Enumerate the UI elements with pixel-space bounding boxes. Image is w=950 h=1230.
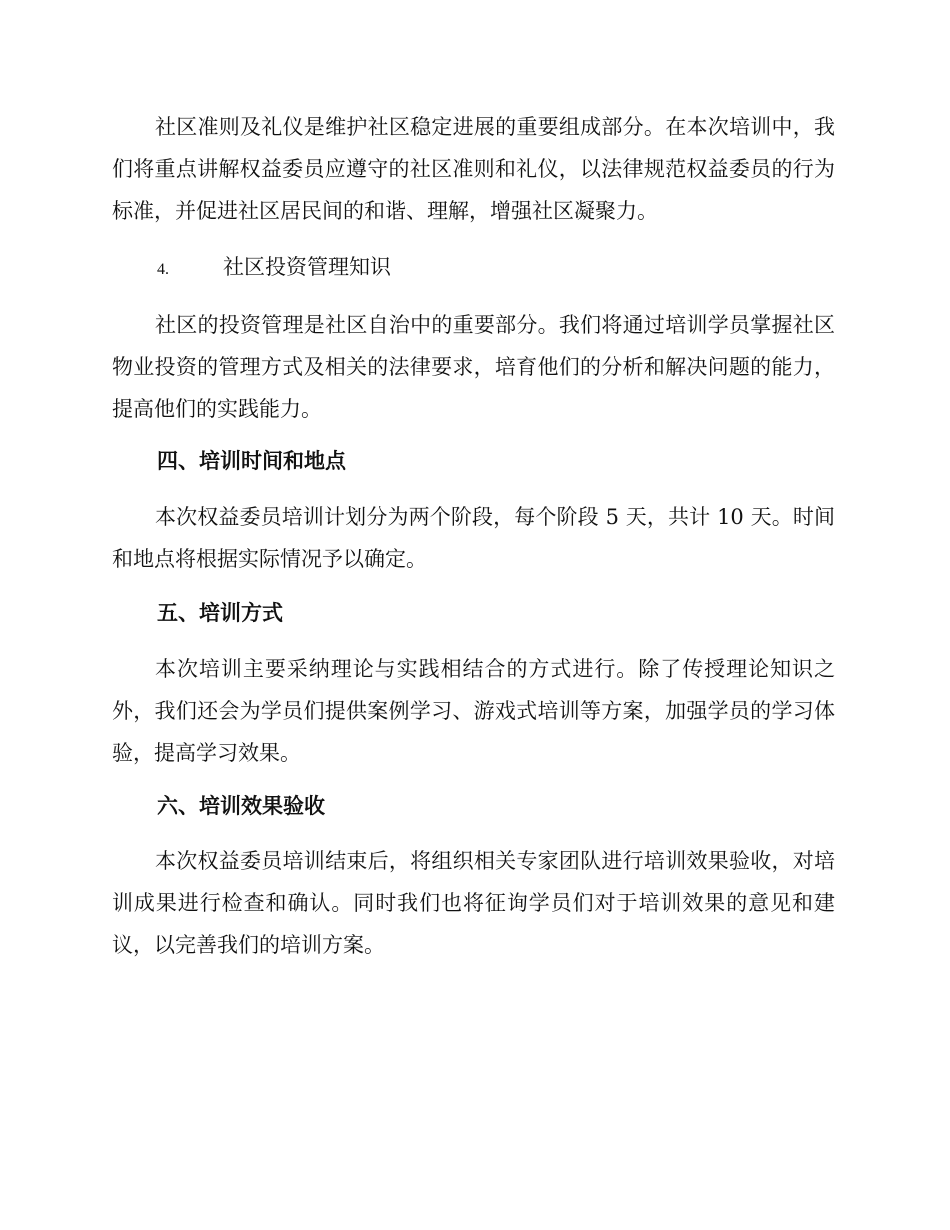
paragraph-text: 本次权益委员培训结束后，将组织相关专家团队进行培训效果验收，对培训成果进行检查和确认。同时我们也将征询学员们对于培训效果的意见和建议，以完善我们的培训方案。 (112, 849, 835, 957)
paragraph-training-method (112, 648, 835, 774)
paragraph-investment-management (112, 304, 835, 430)
list-item-title: 社区投资管理知识 (223, 255, 391, 279)
paragraph-text: 社区的投资管理是社区自治中的重要部分。我们将通过培训学员掌握社区物业投资的管理方式及相关的法律要求，培育他们的分析和解决问题的能力，提高他们的实践能力。 (112, 313, 835, 421)
section-heading-training-method: 五、培训方式 (157, 601, 283, 625)
paragraph-time-location (112, 496, 835, 580)
list-item-number: 4. (157, 261, 169, 278)
paragraph-text: 本次培训主要采纳理论与实践相结合的方式进行。除了传授理论知识之外，我们还会为学员们提供案例学习、游戏式培训等方案，加强学员的学习体验，提高学习效果。 (112, 657, 835, 765)
list-item-4 (157, 246, 391, 291)
paragraph-community-guidelines (112, 106, 835, 232)
paragraph-acceptance (112, 840, 835, 966)
section-heading-acceptance: 六、培训效果验收 (157, 794, 325, 818)
section-heading-time-location: 四、培训时间和地点 (157, 449, 346, 473)
paragraph-text: 本次权益委员培训计划分为两个阶段，每个阶段 5 天，共计 10 天。时间和地点将根据实际情况予以确定。 (112, 505, 835, 571)
paragraph-text: 社区准则及礼仪是维护社区稳定进展的重要组成部分。在本次培训中，我们将重点讲解权益委员应遵守的社区准则和礼仪，以法律规范权益委员的行为标准，并促进社区居民间的和谐、理解，增强社区凝聚力。 (112, 115, 835, 223)
